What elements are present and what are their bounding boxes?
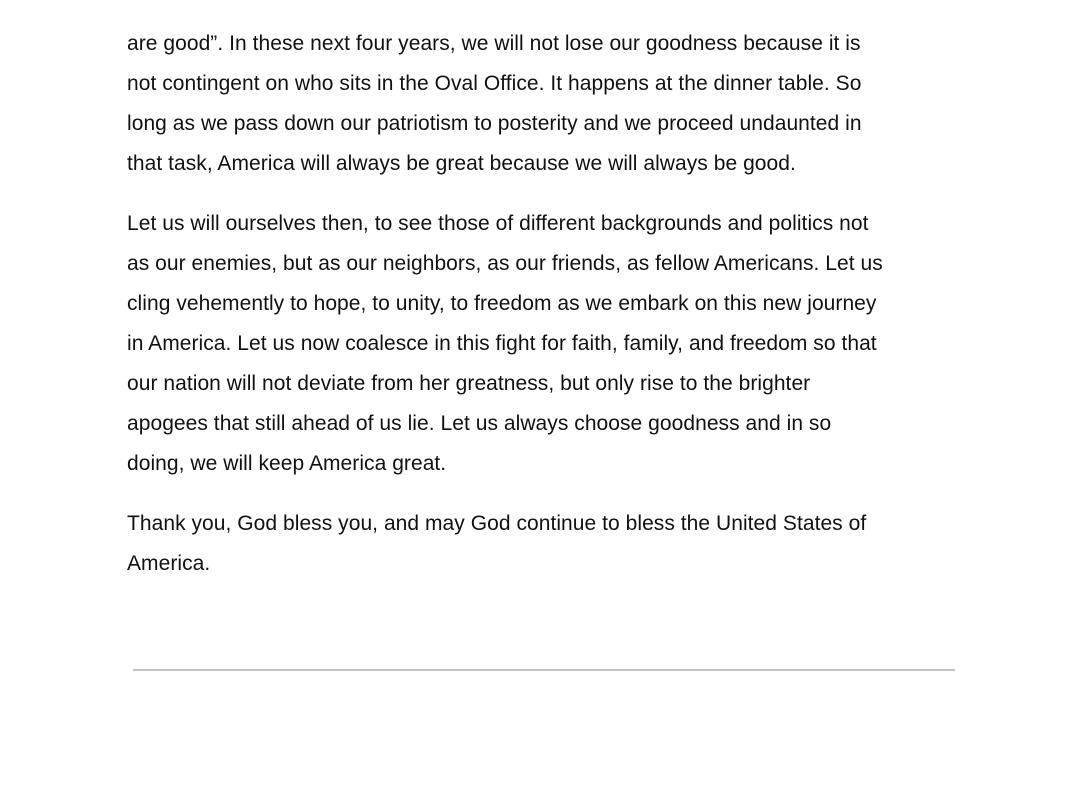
- text-line: that task, America will always be great because we will always be good.: [127, 152, 796, 175]
- paragraph-closing: [127, 504, 967, 584]
- text-line: doing, we will keep America great.: [127, 452, 447, 475]
- horizontal-divider: [133, 669, 955, 671]
- text-line: as our enemies, but as our neighbors, as our friends, as fellow Americans. Let us: [127, 252, 883, 275]
- paragraph-unity: [127, 204, 967, 484]
- text-line: not contingent on who sits in the Oval Office. It happens at the dinner table. So: [127, 72, 862, 95]
- document-body: [127, 24, 967, 584]
- text-line: Let us will ourselves then, to see those of different backgrounds and politics not: [127, 212, 869, 235]
- text-line: in America. Let us now coalesce in this fight for faith, family, and freedom so that: [127, 332, 877, 355]
- text-line: Thank you, God bless you, and may God continue to bless the United States of: [127, 512, 867, 535]
- text-line: our nation will not deviate from her greatness, but only rise to the brighter: [127, 372, 811, 395]
- text-line: are good”. In these next four years, we will not lose our goodness because it is: [127, 32, 861, 55]
- paragraph-goodness: [127, 24, 967, 184]
- text-line: apogees that still ahead of us lie. Let us always choose goodness and in so: [127, 412, 832, 435]
- text-line: America.: [127, 552, 211, 575]
- text-line: long as we pass down our patriotism to posterity and we proceed undaunted in: [127, 112, 862, 135]
- text-line: cling vehemently to hope, to unity, to freedom as we embark on this new journey: [127, 292, 877, 315]
